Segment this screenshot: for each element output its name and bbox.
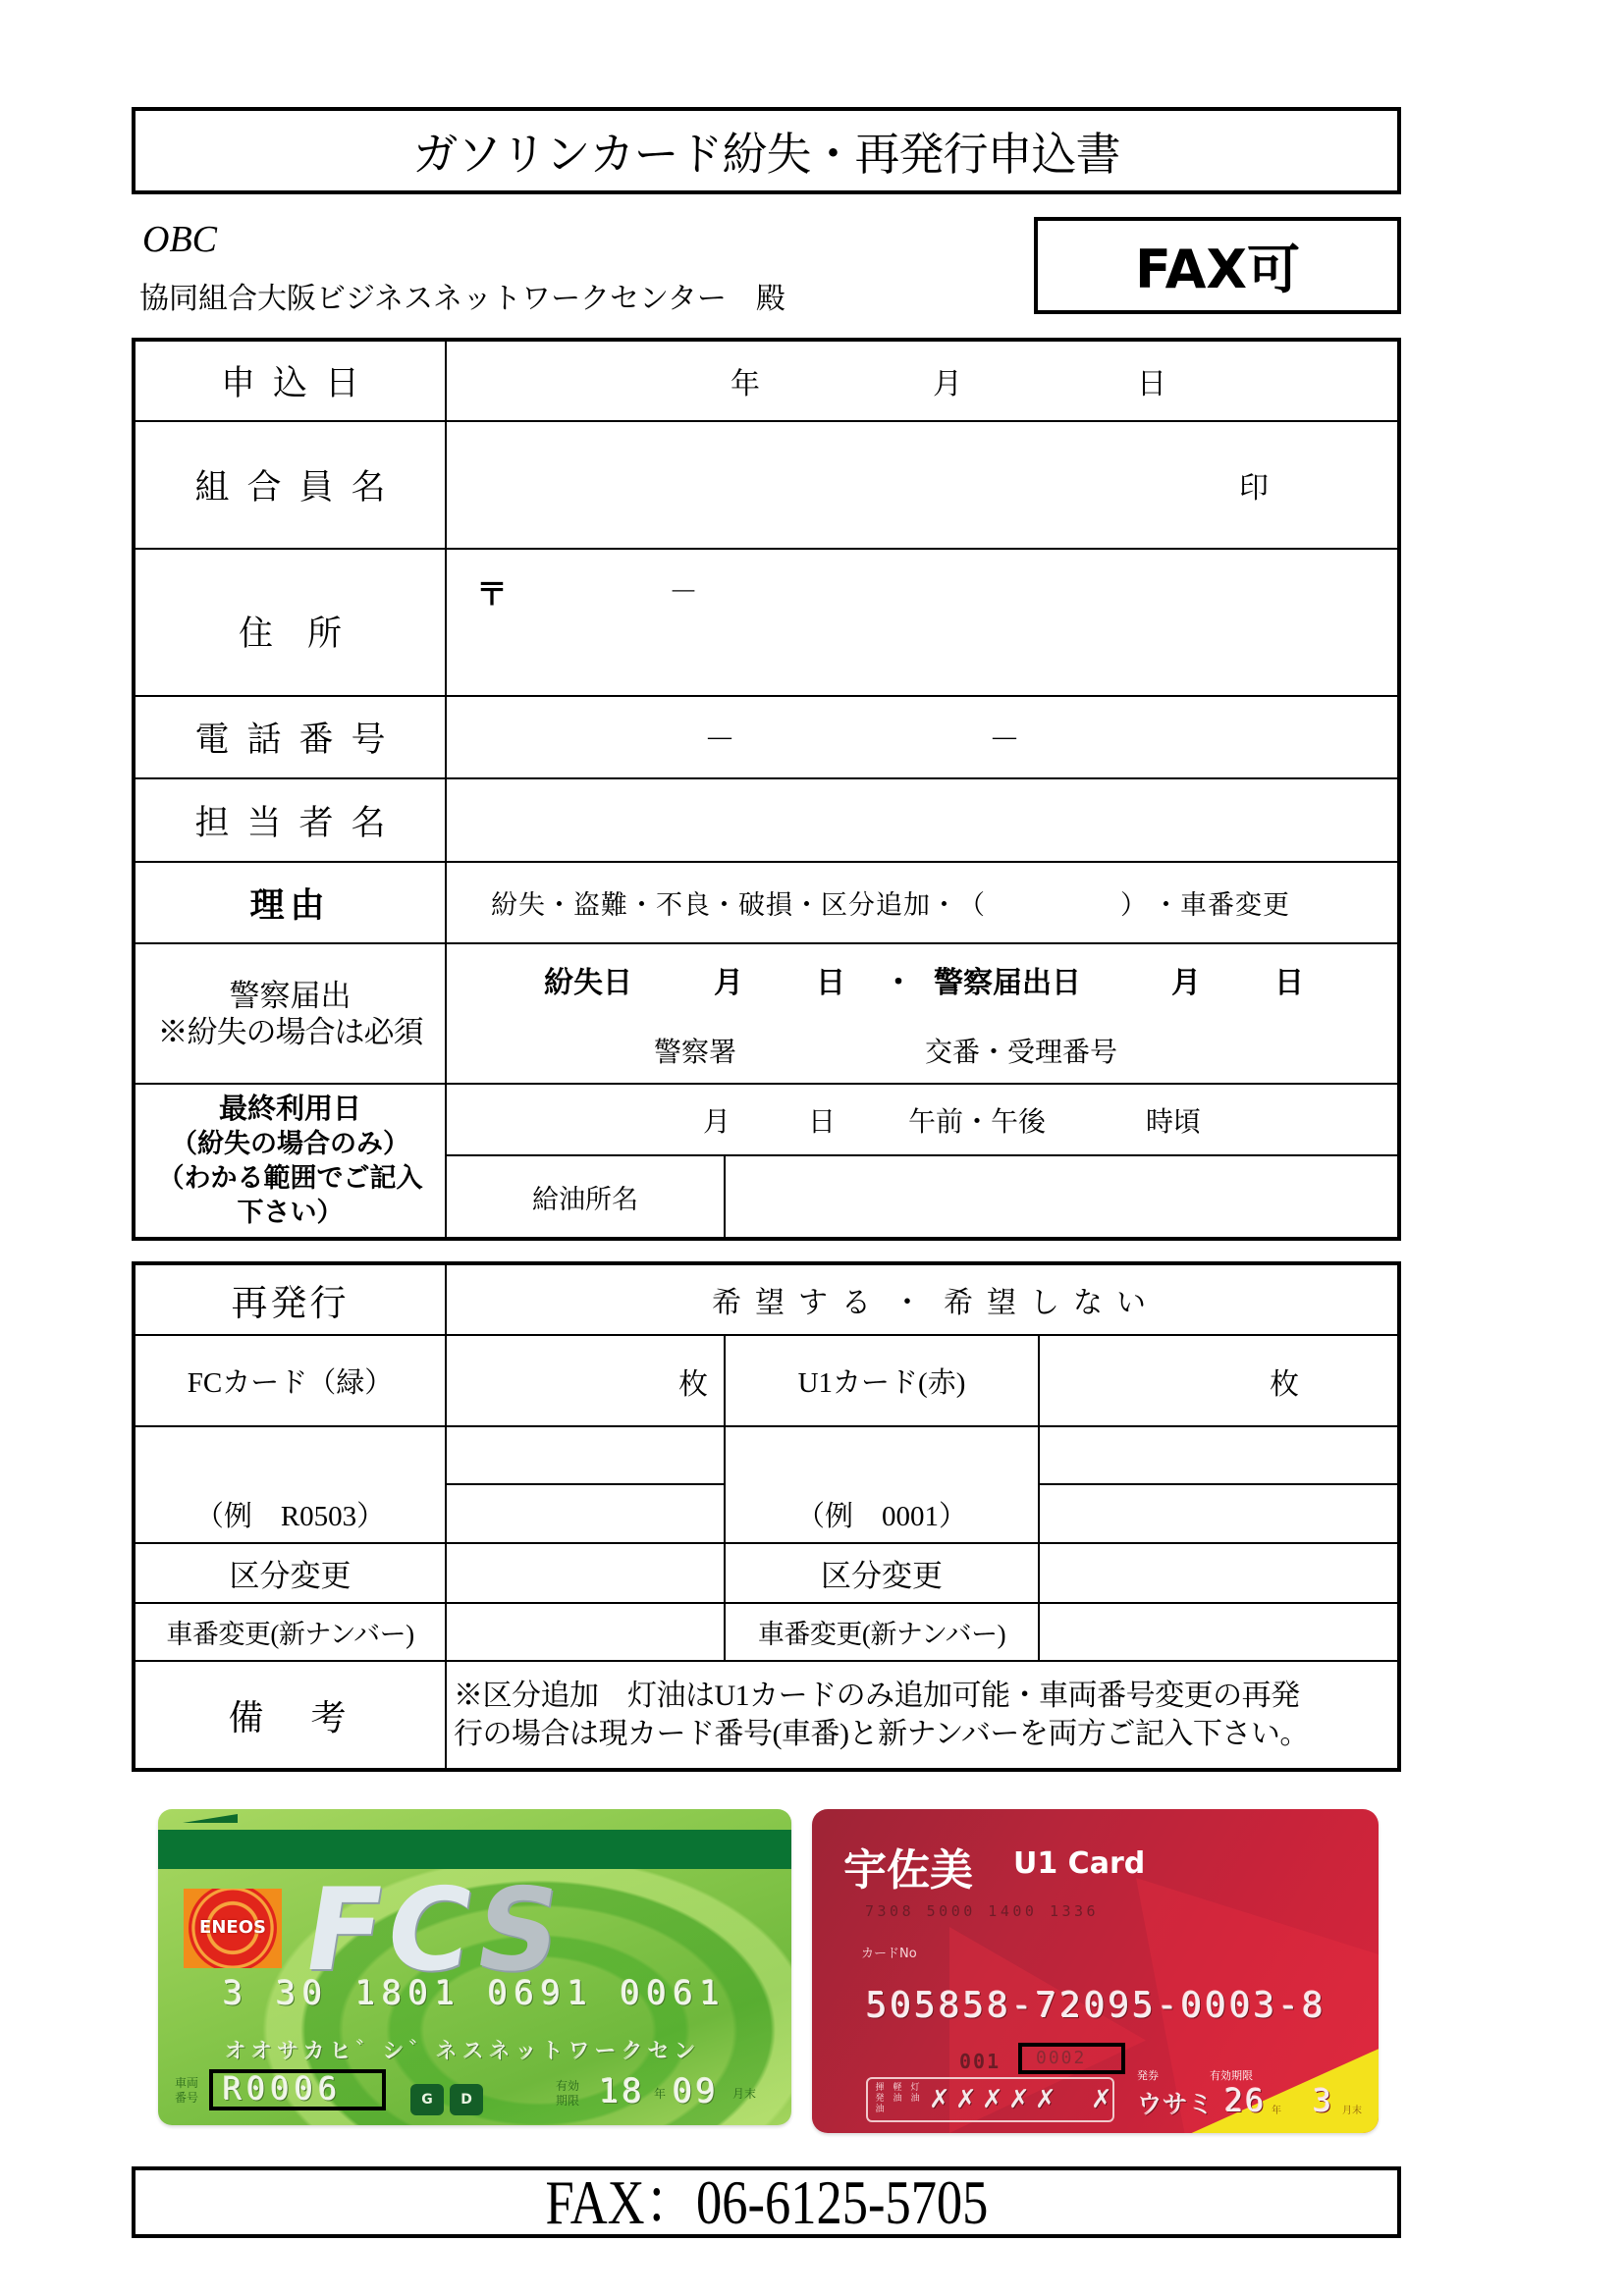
postal-mark-icon: 〒 <box>476 576 509 612</box>
last-use-day-unit: 日 <box>808 1106 837 1138</box>
row-reissue <box>135 1265 1397 1336</box>
separator: ・ <box>1153 890 1180 920</box>
u1-expiry-year: 26 <box>1224 2082 1267 2119</box>
blocked-mark-icon: ✗ <box>1091 2085 1112 2114</box>
fc-card-number: 3 30 1801 0691 0061 <box>223 1974 727 2013</box>
reason-option-defect[interactable]: 不良 <box>656 890 711 920</box>
report-month-unit: 月 <box>1171 967 1201 999</box>
label-cell <box>135 1085 447 1237</box>
hour-unit: 時頃 <box>1146 1106 1202 1138</box>
fc-category-label-cell <box>135 1544 447 1602</box>
row-last-use <box>135 1085 1397 1237</box>
last-use-station-row <box>447 1156 1397 1237</box>
reason-option-theft[interactable]: 盗難 <box>573 890 628 920</box>
form-title: ガソリンカード紛失・再発行申込書 <box>412 129 1120 180</box>
station-name-field[interactable] <box>726 1156 1397 1237</box>
day-unit: 日 <box>1137 368 1166 400</box>
card-corner-mark <box>183 1814 238 1823</box>
u1-example-cell <box>726 1427 1040 1542</box>
reissue-options <box>447 1265 1397 1334</box>
police-report-label-block <box>135 944 445 1083</box>
fc-card-count-field[interactable] <box>447 1336 726 1425</box>
reissue-option-yes[interactable]: 希望する <box>712 1287 885 1319</box>
fc-count-unit: 枚 <box>678 1367 708 1401</box>
separator: ・ <box>893 1287 922 1319</box>
phone-label: 電話番号 <box>194 721 404 759</box>
u1-brand-logo: 宇佐美 <box>843 1845 973 1896</box>
police-report-note: ※紛失の場合は必須 <box>157 1014 423 1049</box>
u1-number-field-2[interactable] <box>1040 1485 1397 1542</box>
u1-product-name: U1 Card <box>1013 1846 1146 1881</box>
report-date-label: 警察届出日 <box>934 967 1081 999</box>
station-label-cell <box>447 1156 726 1237</box>
fc-vehicle-label <box>175 2076 198 2106</box>
member-name-field[interactable] <box>447 422 1397 548</box>
label-cell <box>135 779 447 861</box>
year-unit: 年 <box>731 368 760 400</box>
reason-label: 理由 <box>249 885 331 925</box>
contact-person-label: 担当者名 <box>194 803 404 842</box>
fax-ok-label: FAX可 <box>1134 239 1301 300</box>
fc-number-field-1[interactable] <box>447 1427 724 1485</box>
fc-card-holder: オオサカヒ゛シ゛ネスネットワークセン <box>225 2040 701 2064</box>
u1-card-label: U1カード(赤) <box>797 1367 966 1399</box>
u1-issuer-label: 発券 <box>1137 2069 1159 2082</box>
last-use-note-2: （わかる範囲でご記入 <box>157 1162 423 1193</box>
fc-example-cell <box>135 1427 447 1542</box>
u1-plate-label-cell <box>726 1604 1040 1660</box>
fc-card-label-cell <box>135 1336 447 1425</box>
u1-count-unit: 枚 <box>1270 1367 1299 1401</box>
phone-dash-2: － <box>989 721 1021 757</box>
reason-option-lost[interactable]: 紛失 <box>491 890 546 920</box>
fc-vehicle-label-line-1: 車両 <box>175 2076 199 2090</box>
u1-card-number: 505858-72095-0003-8 <box>866 1986 1326 2026</box>
fax-number-box <box>132 2166 1401 2238</box>
last-use-label: 最終利用日 <box>218 1093 361 1125</box>
last-use-fields <box>447 1085 1397 1237</box>
remarks-label: 備 考 <box>228 1697 352 1737</box>
label-cell <box>135 1662 447 1768</box>
ampm-options <box>908 1085 1046 1154</box>
police-report-field[interactable] <box>447 944 1397 1083</box>
u1-plate-change-label: 車番変更(新ナンバー) <box>757 1620 1006 1649</box>
separator: ・ <box>711 890 738 920</box>
u1-category-change-field[interactable] <box>1040 1544 1397 1602</box>
u1-card-no-label: カードNo <box>861 1947 917 1961</box>
last-use-label-block <box>135 1085 445 1237</box>
row-application-date <box>135 342 1397 422</box>
remarks-cell <box>447 1662 1397 1768</box>
u1-small-number: 7308 5000 1400 1336 <box>865 1902 1100 1920</box>
separator: ・ <box>793 890 821 920</box>
separator: ・ <box>628 890 656 920</box>
row-address <box>135 550 1397 697</box>
row-reason <box>135 863 1397 944</box>
last-use-datetime-field[interactable] <box>447 1085 1397 1156</box>
u1-category-change-label: 区分変更 <box>821 1559 943 1593</box>
seal-mark: 印 <box>1239 472 1269 505</box>
lost-day-unit: 日 <box>816 967 845 999</box>
u1-plate-change-field[interactable] <box>1040 1604 1397 1660</box>
separator: ・ <box>884 967 913 999</box>
reason-options <box>491 863 1290 942</box>
fc-number-field-2[interactable] <box>447 1485 724 1542</box>
fuel-type-diesel: 軽油 <box>893 2083 902 2104</box>
fcs-brand-logo <box>295 1864 573 1997</box>
vehicle-number-highlight-box <box>1018 2043 1125 2074</box>
station-name-label: 給油所名 <box>532 1184 638 1214</box>
remarks-note-line-2: 行の場合は現カード番号(車番)と新ナンバーを両方ご記入下さい。 <box>454 1718 1309 1750</box>
fc-plate-change-label: 車番変更(新ナンバー) <box>166 1620 414 1649</box>
last-use-note-3: 下さい） <box>237 1197 344 1227</box>
u1-expiry-month: 3 <box>1313 2082 1332 2119</box>
fcs-brand-s: S <box>465 1864 573 1997</box>
row-card-count <box>135 1336 1397 1427</box>
u1-year-unit: 年 <box>1272 2106 1281 2116</box>
application-date-label: 申込日 <box>220 364 377 402</box>
reissue-table <box>132 1261 1401 1772</box>
label-cell <box>135 863 447 942</box>
row-card-numbers <box>135 1427 1397 1544</box>
report-day-unit: 日 <box>1274 967 1304 999</box>
blocked-mark-icon: ✗ <box>1035 2085 1056 2114</box>
fc-vehicle-label-line-2: 番号 <box>175 2091 199 2105</box>
vehicle-number-highlight-box <box>209 2069 386 2110</box>
last-use-note-1: （紛失の場合のみ） <box>171 1128 409 1158</box>
month-unit: 月 <box>933 368 962 400</box>
fc-plate-label-cell <box>135 1604 447 1660</box>
separator: ・ <box>931 890 958 920</box>
reason-option-damage[interactable]: 破損 <box>738 890 793 920</box>
reason-option-plate-change[interactable]: 車番変更 <box>1180 890 1290 920</box>
row-member-name <box>135 422 1397 550</box>
u1-category-label-cell <box>726 1544 1040 1602</box>
reason-option-category-add[interactable]: 区分追加 <box>821 890 931 920</box>
fax-ok-badge <box>1034 217 1401 314</box>
member-name-label: 組合員名 <box>194 468 404 507</box>
lost-month-unit: 月 <box>714 967 743 999</box>
fc-expiry-label-line-2: 期限 <box>556 2094 580 2108</box>
u1-number-example: （例 0001） <box>795 1501 967 1532</box>
u1-card-label-cell <box>726 1336 1040 1425</box>
label-cell <box>135 697 447 777</box>
fuel-pump-gasoline-icon: G <box>410 2084 444 2115</box>
blocked-mark-icon: ✗ <box>1008 2085 1030 2114</box>
blocked-mark-icon: ✗ <box>929 2085 950 2114</box>
police-station-label: 警察署 <box>654 1038 737 1068</box>
application-table <box>132 338 1401 1241</box>
fc-expiry-month: 09 <box>673 2072 719 2111</box>
address-label: 住 所 <box>238 614 342 653</box>
last-use-month-unit: 月 <box>703 1106 731 1138</box>
reissue-option-no[interactable]: 希望しない <box>944 1287 1160 1319</box>
fc-plate-change-field[interactable] <box>447 1604 726 1660</box>
reason-field <box>447 863 1397 942</box>
row-contact-person <box>135 779 1397 863</box>
fc-number-fields <box>447 1427 726 1542</box>
row-plate-change <box>135 1604 1397 1662</box>
u1-number-fields <box>1040 1427 1397 1542</box>
u1-vehicle-number: 0002 <box>1036 2048 1087 2068</box>
label-cell <box>135 944 447 1083</box>
separator: ・ <box>546 890 573 920</box>
fc-month-unit: 月末 <box>732 2087 757 2101</box>
fc-card-label: FCカード（緑） <box>187 1367 394 1399</box>
u1-expiry-label: 有効期限 <box>1210 2069 1253 2082</box>
lost-date-label: 紛失日 <box>544 967 632 999</box>
row-phone <box>135 697 1397 779</box>
label-cell <box>135 550 447 695</box>
contact-person-field[interactable] <box>447 779 1397 861</box>
label-cell <box>135 422 447 548</box>
remarks-note <box>454 1662 1309 1768</box>
fuel-pump-diesel-icon: D <box>450 2084 483 2115</box>
fc-category-change-field[interactable] <box>447 1544 726 1602</box>
fc-vehicle-number: R0006 <box>223 2070 343 2108</box>
u1-fuel-type-box <box>866 2077 1114 2122</box>
row-police-report <box>135 944 1397 1085</box>
company-abbreviation: OBC <box>142 219 217 260</box>
magnetic-stripe <box>158 1830 791 1869</box>
reissue-label: 再発行 <box>231 1284 350 1324</box>
fc-category-change-label: 区分変更 <box>229 1559 352 1593</box>
fc-expiry-year: 18 <box>599 2072 645 2111</box>
remarks-note-line-1: ※区分追加 灯油はU1カードのみ追加可能・車両番号変更の再発 <box>454 1680 1300 1712</box>
u1-card-sample-image <box>812 1809 1379 2133</box>
address-field[interactable] <box>447 550 1397 695</box>
fc-expiry-label-line-1: 有効 <box>556 2079 580 2093</box>
fax-number: FAX：06-6125-5705 <box>545 2166 988 2237</box>
eneos-logo-text: ENEOS <box>199 1917 266 1938</box>
police-report-label: 警察届出 <box>229 978 352 1013</box>
am-option[interactable]: 午前 <box>908 1106 964 1138</box>
label-cell <box>135 1265 447 1334</box>
u1-card-count-field[interactable] <box>1040 1336 1397 1425</box>
u1-group-code: 001 <box>959 2050 1001 2073</box>
phone-dash-1: － <box>704 721 736 757</box>
eneos-logo-icon <box>184 1889 282 1968</box>
police-receipt-label: 交番・受理番号 <box>925 1038 1118 1068</box>
u1-issuer: ウサミ <box>1137 2091 1215 2120</box>
row-category-change <box>135 1544 1397 1604</box>
row-remarks <box>135 1662 1397 1768</box>
separator: ・ <box>963 1106 992 1138</box>
phone-field[interactable] <box>447 697 1397 777</box>
u1-month-unit: 月末 <box>1342 2106 1362 2116</box>
u1-number-field-1[interactable] <box>1040 1427 1397 1485</box>
fuel-type-gasoline: 揮発油 <box>875 2083 885 2114</box>
postal-code-dash: － <box>669 576 698 609</box>
blocked-mark-icon: ✗ <box>955 2085 977 2114</box>
application-date-field[interactable] <box>447 342 1397 420</box>
recipient-name: 協同組合大阪ビジネスネットワークセンター 殿 <box>139 283 785 315</box>
pm-option[interactable]: 午後 <box>991 1106 1047 1138</box>
fuel-type-kerosene: 灯油 <box>910 2083 920 2104</box>
reason-option-other-input[interactable]: （ ） <box>958 890 1153 920</box>
fc-number-example: （例 R0503） <box>194 1501 386 1532</box>
fc-year-unit: 年 <box>654 2087 667 2101</box>
label-cell <box>135 342 447 420</box>
blocked-mark-icon: ✗ <box>982 2085 1003 2114</box>
form-title-box <box>132 107 1401 194</box>
fcs-brand-fc: FC <box>295 1864 488 1997</box>
fc-card-sample-image <box>158 1809 791 2125</box>
fc-expiry-label <box>556 2079 579 2109</box>
